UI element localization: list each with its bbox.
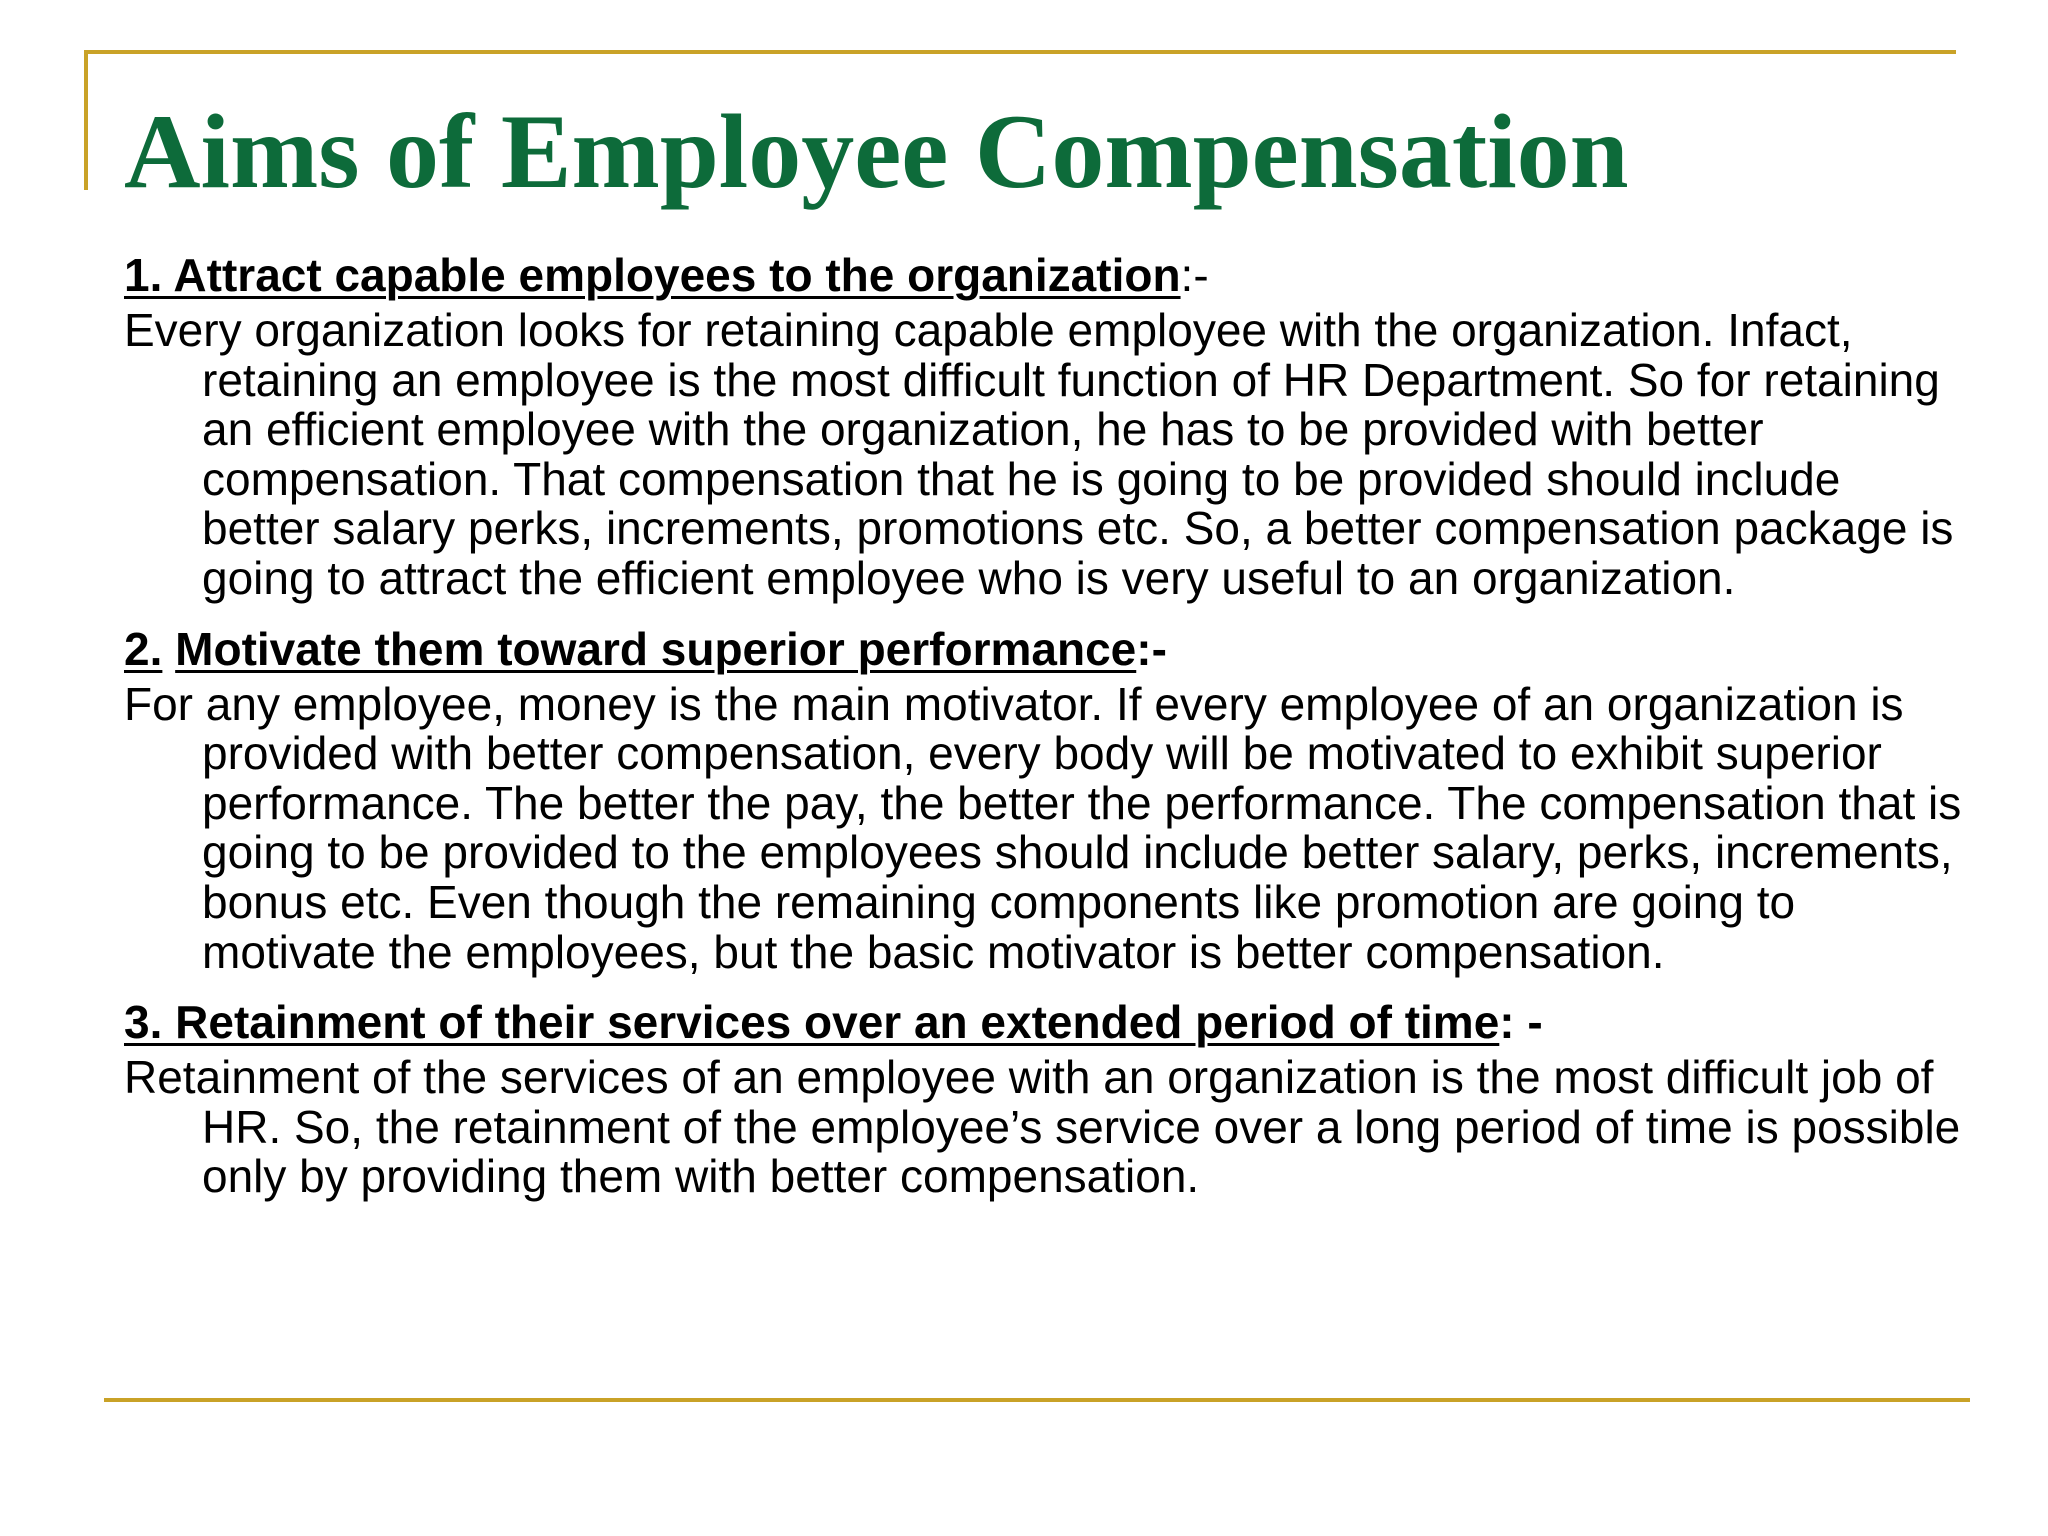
section-heading-suffix: : -: [1499, 996, 1543, 1049]
bottom-accent-rule: [104, 1398, 1970, 1402]
section-heading: [124, 622, 1964, 676]
section-body: Retainment of the services of an employee with an organization is the most difficult job of HR. So, the retainment of the employee’s service over a long period of time is possible only by providing them with better compensation.: [124, 1051, 1961, 1203]
section-heading: [124, 248, 1964, 302]
slide-content: [124, 248, 1964, 1220]
section-heading-text: 1. Attract capable employees to the organization: [124, 249, 1181, 301]
section-heading-suffix: :-: [1180, 249, 1209, 301]
section-body: Every organization looks for retaining capable employee with the organization. Infact, retaining an employee is the most difficult function of HR Department. So for retaining an efficient employee with the organization, he has to be provided with better compensation. That compensation that he is going to be provided should include better salary perks, increments, promotions etc. So, a better compensation package is going to attract the efficient employee who is very useful to an organization.: [124, 304, 1954, 604]
section-motivate-performance: [124, 622, 1964, 978]
section-retainment: [124, 995, 1964, 1202]
section-heading-number: 2.: [124, 622, 163, 675]
section-heading: [124, 995, 1964, 1049]
section-attract-employees: [124, 248, 1964, 604]
section-heading-text: Motivate them toward superior performance: [175, 622, 1137, 675]
section-heading-suffix: :-: [1136, 622, 1167, 675]
left-accent-rule: [84, 50, 88, 190]
top-accent-rule: [84, 50, 1956, 54]
section-heading-text: 3. Retainment of their services over an extended period of time: [124, 996, 1500, 1049]
section-body: For any employee, money is the main motivator. If every employee of an organization is provided with better compensation, every body will be motivated to exhibit superior performance. The better the pay, the better the performance. The compensation that is going to be provided to the employees should include better salary, perks, increments, bonus etc. Even though the remaining components like promotion are going to motivate the employees, but the basic motivator is better compensation.: [124, 677, 1962, 978]
slide-title: Aims of Employee Compensation: [124, 93, 1629, 210]
